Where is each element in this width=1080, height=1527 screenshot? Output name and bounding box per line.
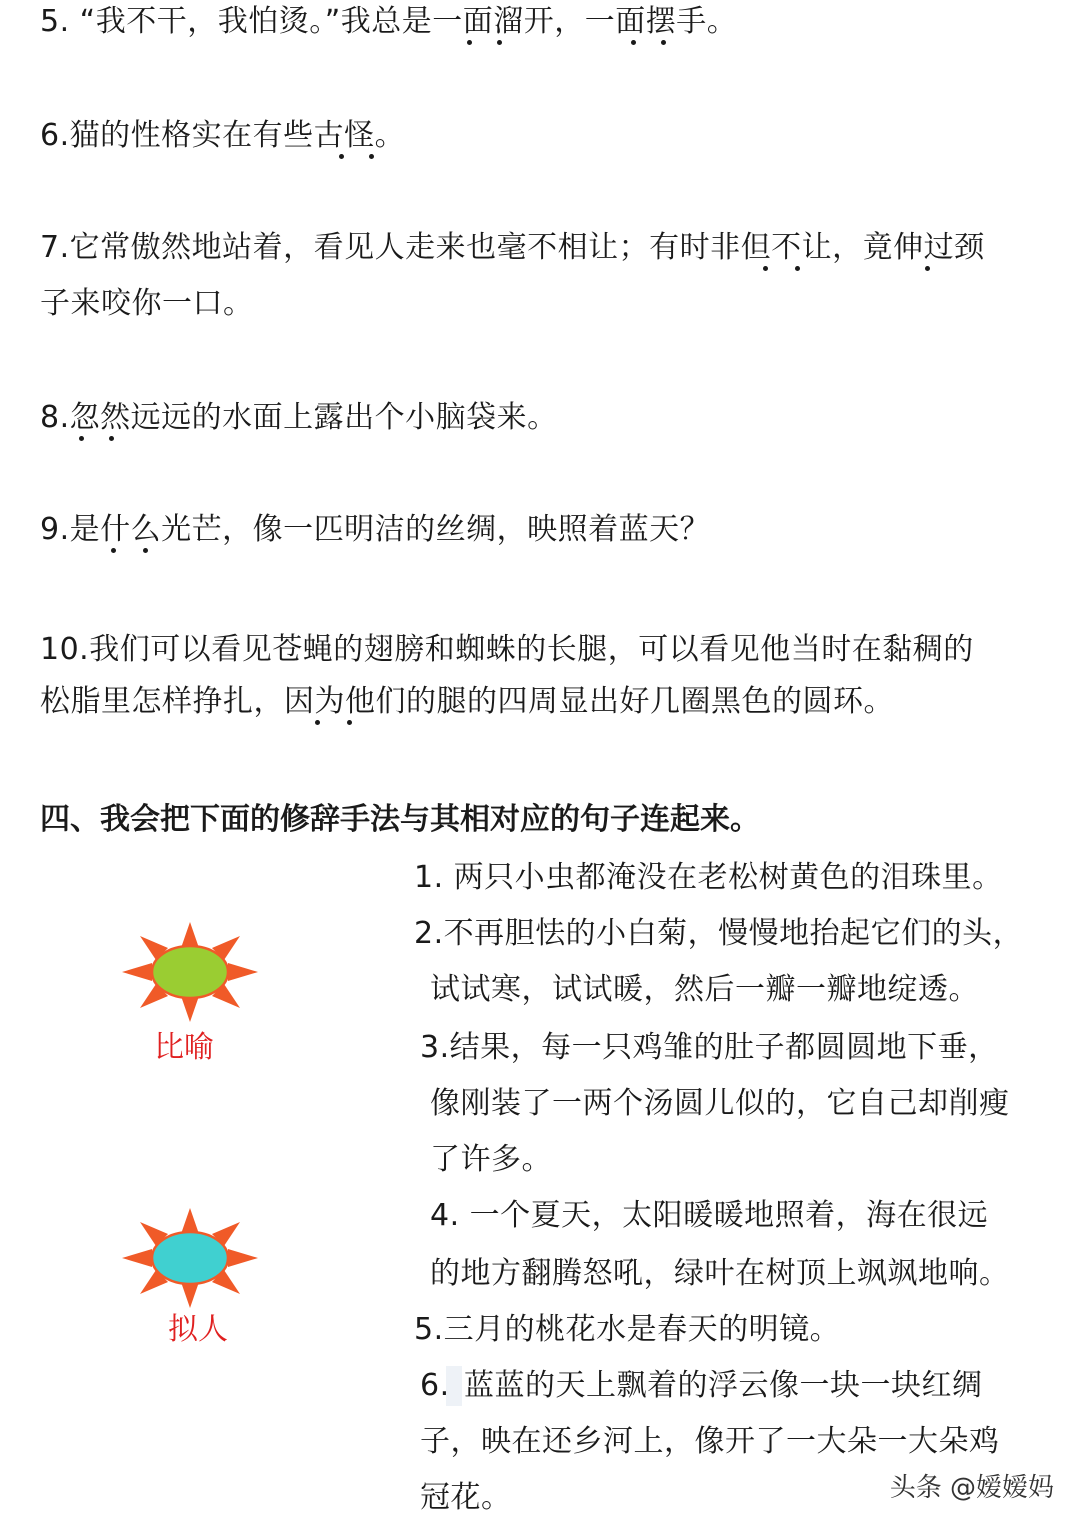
match-sentence-2-line-2: 试试寒，试试暖，然后一瓣一瓣地绽透。: [430, 972, 979, 1007]
sentence-6: 6.猫的性格实在有些古怪。: [40, 118, 406, 153]
emphasis-dot: [369, 154, 374, 159]
emphasis-dot: [339, 154, 344, 159]
emphasis-dot: [763, 266, 768, 271]
match-sentence-3-line-2: 像刚装了一两个汤圆儿似的，它自己却削瘦: [430, 1086, 1010, 1121]
match-sentence-4-line-2: 的地方翻腾怒吼，绿叶在树顶上飒飒地响。: [430, 1256, 1010, 1291]
section-4-heading: 四、我会把下面的修辞手法与其相对应的句子连起来。: [40, 802, 760, 837]
emphasis-dot: [347, 720, 352, 725]
sun-icon: [118, 1206, 262, 1310]
match-sentence-4-line-1: 4. 一个夏天，太阳暖暖地照着，海在很远: [430, 1198, 989, 1233]
match-sentence-6-number: 6.: [420, 1368, 450, 1403]
emphasis-dot: [143, 548, 148, 553]
sentence-7-line-1: 7.它常傲然地站着，看见人走来也毫不相让；有时非但不让，竟伸过颈: [40, 230, 985, 265]
match-sentence-6-line-1: 蓝蓝的天上飘着的浮云像一块一块红绸: [464, 1368, 983, 1403]
sentence-5: 5. “我不干，我怕烫。”我总是一面溜开，一面摆手。: [40, 4, 738, 39]
match-sentence-6-line-2: 子，映在还乡河上，像开了一大朵一大朵鸡: [420, 1424, 1000, 1459]
sentence-10-line-1: 10.我们可以看见苍蝇的翅膀和蜘蛛的长腿，可以看见他当时在黏稠的: [40, 632, 974, 667]
emphasis-dot: [79, 436, 84, 441]
sentence-7-line-2: 子来咬你一口。: [40, 286, 254, 321]
match-sentence-3-line-1: 3.结果，每一只鸡雏的肚子都圆圆地下垂，: [420, 1030, 999, 1065]
emphasis-dot: [925, 266, 930, 271]
emphasis-dot: [795, 266, 800, 271]
emphasis-dot: [109, 436, 114, 441]
match-sentence-5: 5.三月的桃花水是春天的明镜。: [414, 1312, 841, 1347]
sentence-9: 9.是什么光芒，像一匹明洁的丝绸，映照着蓝天？: [40, 512, 711, 547]
emphasis-dot: [315, 720, 320, 725]
emphasis-dot: [631, 40, 636, 45]
sun-icon: [118, 920, 262, 1024]
match-sentence-6-line-3: 冠花。: [420, 1480, 512, 1515]
match-sentence-1: 1. 两只小虫都淹没在老松树黄色的泪珠里。: [414, 860, 1003, 895]
match-sentence-3-line-3: 了许多。: [430, 1142, 552, 1177]
watermark: 头条 @嫒嫒妈: [889, 1473, 1054, 1503]
emphasis-dot: [467, 40, 472, 45]
sentence-8: 8.忽然远远的水面上露出个小脑袋来。: [40, 400, 558, 435]
emphasis-dot: [497, 40, 502, 45]
match-sentence-2-line-1: 2.不再胆怯的小白菊，慢慢地抬起它们的头，: [414, 916, 1024, 951]
emphasis-dot: [661, 40, 666, 45]
sentence-10-line-2: 松脂里怎样挣扎，因为他们的腿的四周显出好几圈黑色的圆环。: [40, 684, 894, 719]
label-metaphor: 比喻: [154, 1030, 214, 1065]
emphasis-dot: [111, 548, 116, 553]
label-personification: 拟人: [168, 1312, 228, 1347]
